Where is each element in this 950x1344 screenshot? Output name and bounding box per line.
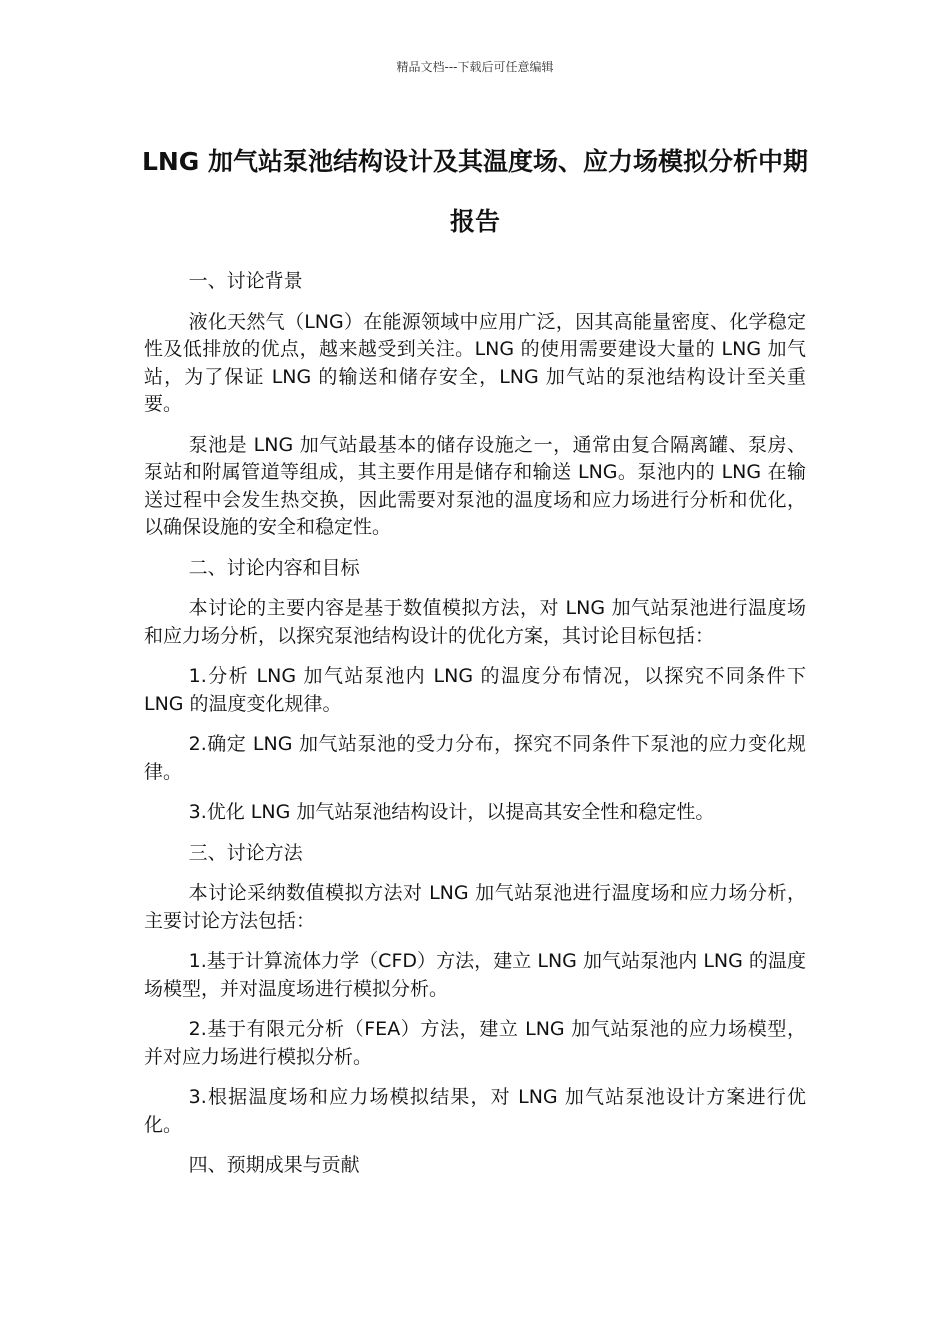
list-item: 3.根据温度场和应力场模拟结果，对 LNG 加气站泵池设计方案进行优化。	[144, 1086, 806, 1136]
list-item: 3.优化 LNG 加气站泵池结构设计，以提高其安全性和稳定性。	[188, 801, 715, 823]
page-header-note: 精品文档---下载后可任意编辑	[396, 60, 554, 74]
section-background	[144, 268, 806, 542]
document-title: LNG 加气站泵池结构设计及其温度场、应力场模拟分析中期报告	[141, 147, 809, 236]
section-content-goals	[144, 555, 806, 827]
section-heading: 二、讨论内容和目标	[188, 556, 360, 579]
section-expected-results	[144, 1152, 806, 1180]
paragraph: 本讨论的主要内容是基于数值模拟方法，对 LNG 加气站泵池进行温度场和应力场分析，以探究泵池结构设计的优化方案，其讨论目标包括：	[144, 597, 806, 647]
list-item: 2.确定 LNG 加气站泵池的受力分布，探究不同条件下泵池的应力变化规律。	[144, 733, 806, 783]
paragraph: 泵池是 LNG 加气站最基本的储存设施之一，通常由复合隔离罐、泵房、泵站和附属管道等组成，其主要作用是储存和输送 LNG。泵池内的 LNG 在输送过程中会发生热交换，因此需要对泵池的温度场和应力场进行分析和优化，以确保设施的安全和稳定性。	[144, 433, 806, 538]
list-item: 2.基于有限元分析（FEA）方法，建立 LNG 加气站泵池的应力场模型，并对应力场进行模拟分析。	[144, 1018, 806, 1068]
section-heading: 一、讨论背景	[188, 270, 303, 292]
section-methods	[144, 840, 806, 1140]
list-item: 1.分析 LNG 加气站泵池内 LNG 的温度分布情况，以探究不同条件下 LNG 的温度变化规律。	[144, 665, 806, 715]
list-item: 1.基于计算流体力学（CFD）方法，建立 LNG 加气站泵池内 LNG 的温度场模型，并对温度场进行模拟分析。	[144, 950, 806, 1000]
document-body	[144, 268, 806, 1193]
section-heading: 四、预期成果与贡献	[188, 1154, 360, 1176]
paragraph: 液化天然气（LNG）在能源领域中应用广泛，因其高能量密度、化学稳定性及低排放的优点，越来越受到关注。LNG 的使用需要建设大量的 LNG 加气站，为了保证 LNG 的输送和储存安全，LNG 加气站的泵池结构设计至关重要。	[144, 310, 806, 415]
paragraph: 本讨论采纳数值模拟方法对 LNG 加气站泵池进行温度场和应力场分析，主要讨论方法包括：	[144, 882, 806, 932]
section-heading: 三、讨论方法	[188, 841, 303, 864]
